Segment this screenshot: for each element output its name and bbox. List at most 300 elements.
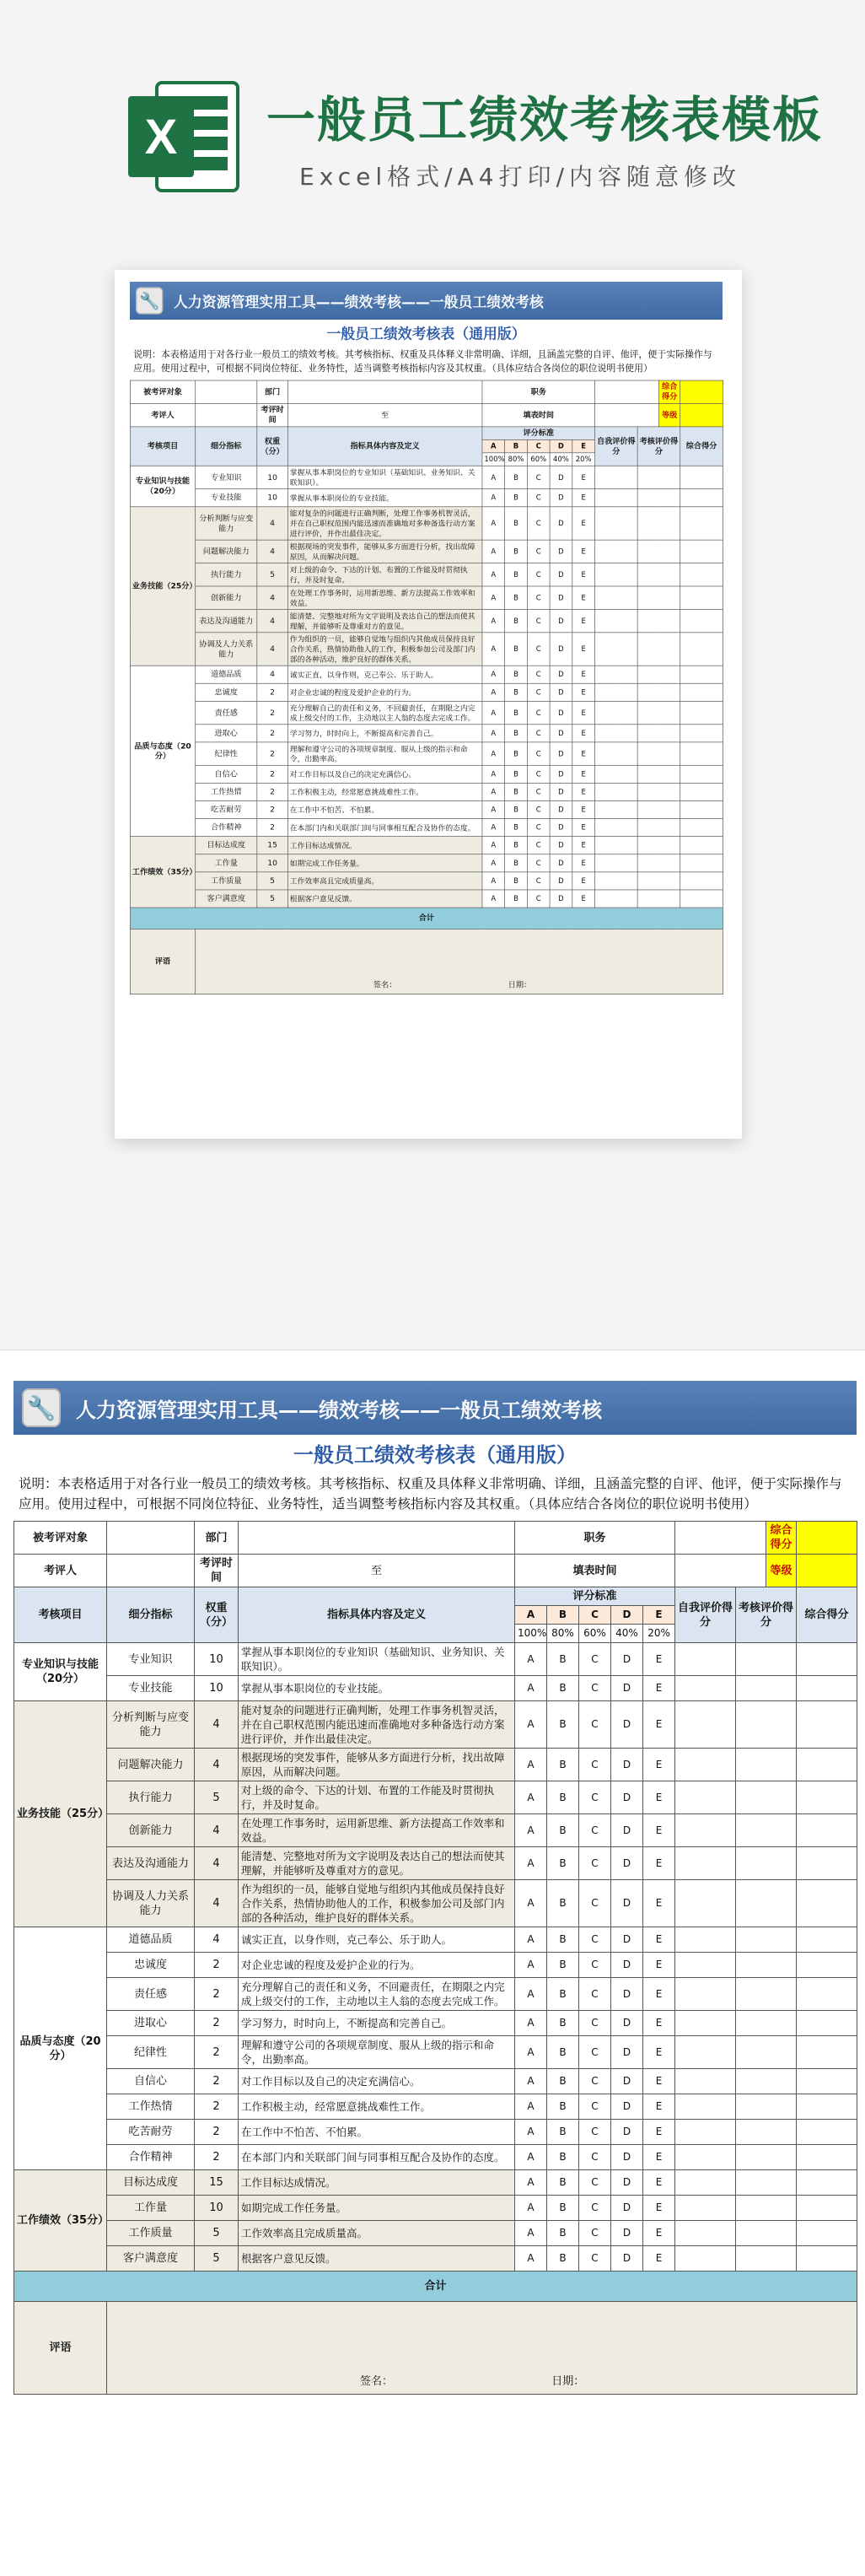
grade-option-C[interactable]: C	[527, 725, 550, 742]
grade-option-C[interactable]: C	[579, 1847, 611, 1880]
eval-score-cell[interactable]	[637, 507, 680, 540]
grade-option-A[interactable]: A	[515, 2246, 547, 2272]
eval-score-cell[interactable]	[736, 2036, 797, 2069]
grade-option-B[interactable]: B	[505, 837, 528, 854]
grade-option-C[interactable]: C	[579, 2145, 611, 2170]
eval-score-cell[interactable]	[637, 563, 680, 586]
grade-option-D[interactable]: D	[550, 563, 572, 586]
grade-option-A[interactable]: A	[515, 1781, 547, 1814]
grade-option-D[interactable]: D	[611, 1701, 643, 1749]
eval-score-cell[interactable]	[736, 1781, 797, 1814]
grade-option-C[interactable]: C	[579, 1953, 611, 1978]
grade-option-D[interactable]: D	[550, 742, 572, 765]
grade-option-A[interactable]: A	[482, 890, 505, 908]
grade-option-E[interactable]: E	[643, 1927, 675, 1953]
eval-score-cell[interactable]	[637, 742, 680, 765]
self-score-cell[interactable]	[595, 683, 638, 701]
self-score-cell[interactable]	[675, 1880, 736, 1927]
grade-option-E[interactable]: E	[643, 2246, 675, 2272]
combined-score-cell[interactable]	[680, 872, 723, 890]
self-score-cell[interactable]	[675, 2145, 736, 2170]
grade-option-C[interactable]: C	[579, 2069, 611, 2094]
grade-option-E[interactable]: E	[572, 819, 595, 837]
grade-option-E[interactable]: E	[572, 466, 595, 488]
eval-score-cell[interactable]	[637, 466, 680, 488]
self-score-cell[interactable]	[675, 2094, 736, 2120]
grade-option-A[interactable]: A	[515, 1814, 547, 1847]
grade-option-A[interactable]: A	[482, 633, 505, 666]
grade-option-D[interactable]: D	[550, 701, 572, 724]
grade-option-A[interactable]: A	[482, 783, 505, 800]
grade-option-B[interactable]: B	[505, 683, 528, 701]
grade-option-E[interactable]: E	[572, 489, 595, 507]
combined-score-cell[interactable]	[680, 563, 723, 586]
eval-score-cell[interactable]	[736, 2145, 797, 2170]
combined-score-cell[interactable]	[797, 1927, 857, 1953]
self-score-cell[interactable]	[675, 2196, 736, 2221]
grade-option-A[interactable]: A	[515, 2221, 547, 2246]
eval-score-cell[interactable]	[736, 2120, 797, 2145]
grade-option-E[interactable]: E	[572, 783, 595, 800]
grade-option-E[interactable]: E	[572, 666, 595, 683]
eval-score-cell[interactable]	[736, 2246, 797, 2272]
grade-option-D[interactable]: D	[611, 1978, 643, 2011]
self-score-cell[interactable]	[595, 633, 638, 666]
combined-score-cell[interactable]	[680, 683, 723, 701]
grade-option-A[interactable]: A	[515, 2011, 547, 2036]
grade-option-D[interactable]: D	[550, 890, 572, 908]
combined-score-cell[interactable]	[680, 765, 723, 783]
eval-score-cell[interactable]	[736, 1814, 797, 1847]
self-score-cell[interactable]	[675, 1643, 736, 1676]
grade-option-B[interactable]: B	[547, 2246, 579, 2272]
grade-option-E[interactable]: E	[572, 701, 595, 724]
grade-option-C[interactable]: C	[579, 2036, 611, 2069]
grade-option-D[interactable]: D	[550, 466, 572, 488]
grade-option-B[interactable]: B	[547, 2036, 579, 2069]
grade-option-E[interactable]: E	[643, 1953, 675, 1978]
grade-option-E[interactable]: E	[643, 2196, 675, 2221]
self-score-cell[interactable]	[675, 1927, 736, 1953]
combined-score-cell[interactable]	[797, 2120, 857, 2145]
grade-option-A[interactable]: A	[482, 837, 505, 854]
self-score-cell[interactable]	[595, 609, 638, 632]
grade-option-A[interactable]: A	[482, 586, 505, 609]
grade-option-B[interactable]: B	[505, 563, 528, 586]
combined-score-cell[interactable]	[680, 742, 723, 765]
grade-option-D[interactable]: D	[611, 2094, 643, 2120]
combined-score-cell[interactable]	[680, 701, 723, 724]
grade-option-B[interactable]: B	[505, 890, 528, 908]
combined-score-cell[interactable]	[797, 1701, 857, 1749]
grade-option-E[interactable]: E	[572, 609, 595, 632]
grade-option-C[interactable]: C	[579, 1643, 611, 1676]
grade-option-B[interactable]: B	[547, 1643, 579, 1676]
self-score-cell[interactable]	[595, 725, 638, 742]
grade-option-B[interactable]: B	[505, 586, 528, 609]
grade-option-B[interactable]: B	[505, 540, 528, 563]
grade-option-E[interactable]: E	[643, 1847, 675, 1880]
grade-option-B[interactable]: B	[505, 765, 528, 783]
grade-option-B[interactable]: B	[547, 1953, 579, 1978]
grade-option-E[interactable]: E	[572, 586, 595, 609]
grade-option-D[interactable]: D	[550, 683, 572, 701]
eval-score-cell[interactable]	[736, 1880, 797, 1927]
eval-score-cell[interactable]	[736, 1749, 797, 1781]
self-score-cell[interactable]	[675, 1847, 736, 1880]
grade-option-C[interactable]: C	[527, 683, 550, 701]
grade-option-B[interactable]: B	[547, 2094, 579, 2120]
combined-score-cell[interactable]	[797, 2011, 857, 2036]
self-score-cell[interactable]	[595, 800, 638, 818]
self-score-cell[interactable]	[595, 783, 638, 800]
grade-option-A[interactable]: A	[515, 2036, 547, 2069]
grade-option-C[interactable]: C	[579, 2011, 611, 2036]
grade-option-A[interactable]: A	[515, 2120, 547, 2145]
grade-option-E[interactable]: E	[572, 854, 595, 872]
level-value[interactable]	[797, 1555, 857, 1587]
position-value[interactable]	[595, 380, 659, 403]
grade-option-E[interactable]: E	[643, 2221, 675, 2246]
grade-option-A[interactable]: A	[515, 1847, 547, 1880]
eval-score-cell[interactable]	[736, 2170, 797, 2196]
combined-score-cell[interactable]	[797, 1814, 857, 1847]
combined-score-cell[interactable]	[680, 586, 723, 609]
eval-score-cell[interactable]	[637, 854, 680, 872]
eval-score-cell[interactable]	[637, 666, 680, 683]
grade-option-D[interactable]: D	[611, 1781, 643, 1814]
eval-score-cell[interactable]	[637, 765, 680, 783]
grade-option-E[interactable]: E	[643, 2036, 675, 2069]
grade-option-D[interactable]: D	[550, 783, 572, 800]
grade-option-A[interactable]: A	[515, 1953, 547, 1978]
combined-score-cell[interactable]	[797, 2221, 857, 2246]
grade-option-A[interactable]: A	[482, 854, 505, 872]
grade-option-C[interactable]: C	[579, 2170, 611, 2196]
grade-option-B[interactable]: B	[547, 1880, 579, 1927]
combined-score-cell[interactable]	[797, 2246, 857, 2272]
grade-option-D[interactable]: D	[611, 2221, 643, 2246]
evaluator-value[interactable]	[196, 403, 257, 426]
eval-score-cell[interactable]	[637, 701, 680, 724]
grade-option-C[interactable]: C	[527, 854, 550, 872]
grade-option-D[interactable]: D	[611, 1676, 643, 1701]
grade-option-A[interactable]: A	[482, 765, 505, 783]
grade-option-D[interactable]: D	[550, 854, 572, 872]
grade-option-B[interactable]: B	[547, 2170, 579, 2196]
grade-option-A[interactable]: A	[482, 701, 505, 724]
grade-option-C[interactable]: C	[579, 1927, 611, 1953]
grade-option-C[interactable]: C	[527, 666, 550, 683]
grade-option-D[interactable]: D	[550, 540, 572, 563]
grade-option-A[interactable]: A	[482, 800, 505, 818]
grade-option-E[interactable]: E	[643, 1814, 675, 1847]
grade-option-E[interactable]: E	[572, 725, 595, 742]
grade-option-A[interactable]: A	[482, 466, 505, 488]
self-score-cell[interactable]	[675, 2246, 736, 2272]
grade-option-C[interactable]: C	[527, 466, 550, 488]
combined-score-cell[interactable]	[797, 2170, 857, 2196]
grade-option-A[interactable]: A	[482, 507, 505, 540]
self-score-cell[interactable]	[675, 1676, 736, 1701]
self-score-cell[interactable]	[595, 666, 638, 683]
dept-value[interactable]	[239, 1522, 515, 1555]
grade-option-E[interactable]: E	[572, 507, 595, 540]
eval-score-cell[interactable]	[637, 683, 680, 701]
grade-option-B[interactable]: B	[505, 819, 528, 837]
grade-option-B[interactable]: B	[547, 1749, 579, 1781]
grade-option-D[interactable]: D	[550, 507, 572, 540]
eval-score-cell[interactable]	[637, 609, 680, 632]
combined-score-cell[interactable]	[797, 2069, 857, 2094]
grade-option-C[interactable]: C	[579, 2094, 611, 2120]
grade-option-E[interactable]: E	[643, 1880, 675, 1927]
grade-option-B[interactable]: B	[547, 1781, 579, 1814]
grade-option-E[interactable]: E	[643, 1978, 675, 2011]
self-score-cell[interactable]	[595, 489, 638, 507]
combined-score-cell[interactable]	[680, 633, 723, 666]
self-score-cell[interactable]	[675, 1814, 736, 1847]
grade-option-B[interactable]: B	[505, 854, 528, 872]
self-score-cell[interactable]	[595, 563, 638, 586]
person-value[interactable]	[196, 380, 257, 403]
combined-score-cell[interactable]	[797, 2094, 857, 2120]
comment-area[interactable]	[107, 2302, 857, 2395]
grade-option-A[interactable]: A	[515, 1701, 547, 1749]
grade-option-C[interactable]: C	[579, 1880, 611, 1927]
grade-option-E[interactable]: E	[572, 837, 595, 854]
grade-option-D[interactable]: D	[611, 2145, 643, 2170]
self-score-cell[interactable]	[595, 507, 638, 540]
self-score-cell[interactable]	[675, 2120, 736, 2145]
grade-option-B[interactable]: B	[547, 1701, 579, 1749]
grade-option-D[interactable]: D	[550, 725, 572, 742]
grade-option-E[interactable]: E	[572, 872, 595, 890]
grade-option-B[interactable]: B	[505, 725, 528, 742]
self-score-cell[interactable]	[675, 1701, 736, 1749]
combined-score-cell[interactable]	[797, 1676, 857, 1701]
self-score-cell[interactable]	[595, 540, 638, 563]
grade-option-C[interactable]: C	[579, 1749, 611, 1781]
eval-score-cell[interactable]	[637, 800, 680, 818]
grade-option-A[interactable]: A	[515, 2069, 547, 2094]
eval-score-cell[interactable]	[736, 1978, 797, 2011]
eval-score-cell[interactable]	[736, 1927, 797, 1953]
grade-option-E[interactable]: E	[643, 1749, 675, 1781]
grade-option-C[interactable]: C	[527, 586, 550, 609]
grade-option-D[interactable]: D	[550, 819, 572, 837]
grade-option-B[interactable]: B	[505, 609, 528, 632]
combined-score-cell[interactable]	[680, 609, 723, 632]
grade-option-B[interactable]: B	[505, 701, 528, 724]
combined-score-cell[interactable]	[797, 2145, 857, 2170]
grade-option-B[interactable]: B	[547, 1847, 579, 1880]
grade-option-E[interactable]: E	[643, 2069, 675, 2094]
grade-option-C[interactable]: C	[527, 783, 550, 800]
eval-score-cell[interactable]	[736, 1701, 797, 1749]
combined-score-cell[interactable]	[680, 725, 723, 742]
self-score-cell[interactable]	[595, 837, 638, 854]
grade-option-B[interactable]: B	[547, 2221, 579, 2246]
comment-area[interactable]	[196, 929, 723, 994]
grade-option-B[interactable]: B	[505, 489, 528, 507]
grade-option-A[interactable]: A	[482, 725, 505, 742]
self-score-cell[interactable]	[595, 872, 638, 890]
total-score-value[interactable]	[797, 1522, 857, 1555]
grade-option-B[interactable]: B	[547, 2069, 579, 2094]
grade-option-A[interactable]: A	[482, 563, 505, 586]
grade-option-E[interactable]: E	[572, 683, 595, 701]
grade-option-C[interactable]: C	[527, 837, 550, 854]
self-score-cell[interactable]	[675, 2221, 736, 2246]
grade-option-D[interactable]: D	[611, 2196, 643, 2221]
grade-option-A[interactable]: A	[515, 1749, 547, 1781]
eval-score-cell[interactable]	[736, 2221, 797, 2246]
grade-option-B[interactable]: B	[505, 666, 528, 683]
eval-score-cell[interactable]	[736, 2011, 797, 2036]
grade-option-D[interactable]: D	[550, 872, 572, 890]
period-to[interactable]: 至	[287, 403, 482, 426]
grade-option-C[interactable]: C	[527, 540, 550, 563]
combined-score-cell[interactable]	[680, 466, 723, 488]
combined-score-cell[interactable]	[797, 1749, 857, 1781]
grade-option-E[interactable]: E	[572, 742, 595, 765]
grade-option-C[interactable]: C	[527, 890, 550, 908]
combined-score-cell[interactable]	[797, 2036, 857, 2069]
grade-option-A[interactable]: A	[515, 1880, 547, 1927]
eval-score-cell[interactable]	[736, 2196, 797, 2221]
grade-option-D[interactable]: D	[550, 765, 572, 783]
period-to[interactable]: 至	[239, 1555, 515, 1587]
grade-option-D[interactable]: D	[611, 1643, 643, 1676]
self-score-cell[interactable]	[595, 854, 638, 872]
combined-score-cell[interactable]	[680, 783, 723, 800]
grade-option-C[interactable]: C	[579, 1676, 611, 1701]
grade-option-C[interactable]: C	[579, 2246, 611, 2272]
combined-score-cell[interactable]	[680, 837, 723, 854]
self-score-cell[interactable]	[595, 819, 638, 837]
grade-option-C[interactable]: C	[527, 609, 550, 632]
combined-score-cell[interactable]	[797, 1978, 857, 2011]
grade-option-A[interactable]: A	[482, 489, 505, 507]
combined-score-cell[interactable]	[680, 819, 723, 837]
person-value[interactable]	[107, 1522, 195, 1555]
eval-score-cell[interactable]	[637, 725, 680, 742]
grade-option-A[interactable]: A	[515, 1643, 547, 1676]
grade-option-D[interactable]: D	[611, 1880, 643, 1927]
grade-option-C[interactable]: C	[527, 489, 550, 507]
combined-score-cell[interactable]	[797, 1847, 857, 1880]
grade-option-E[interactable]: E	[572, 563, 595, 586]
grade-option-E[interactable]: E	[643, 2094, 675, 2120]
combined-score-cell[interactable]	[680, 666, 723, 683]
grade-option-B[interactable]: B	[547, 1814, 579, 1847]
grade-option-D[interactable]: D	[611, 2011, 643, 2036]
grade-option-C[interactable]: C	[579, 2120, 611, 2145]
grade-option-C[interactable]: C	[527, 819, 550, 837]
grade-option-D[interactable]: D	[550, 837, 572, 854]
eval-score-cell[interactable]	[637, 586, 680, 609]
grade-option-A[interactable]: A	[482, 609, 505, 632]
combined-score-cell[interactable]	[797, 2196, 857, 2221]
eval-score-cell[interactable]	[637, 819, 680, 837]
combined-score-cell[interactable]	[680, 800, 723, 818]
combined-score-cell[interactable]	[680, 507, 723, 540]
grade-option-A[interactable]: A	[515, 2094, 547, 2120]
self-score-cell[interactable]	[595, 890, 638, 908]
grade-option-E[interactable]: E	[572, 890, 595, 908]
grade-option-D[interactable]: D	[611, 1847, 643, 1880]
grade-option-E[interactable]: E	[572, 540, 595, 563]
eval-score-cell[interactable]	[736, 1953, 797, 1978]
eval-score-cell[interactable]	[637, 540, 680, 563]
grade-option-D[interactable]: D	[550, 489, 572, 507]
dept-value[interactable]	[287, 380, 482, 403]
grade-option-A[interactable]: A	[515, 2145, 547, 2170]
fill-time-value[interactable]	[675, 1555, 766, 1587]
grade-option-B[interactable]: B	[505, 872, 528, 890]
grade-option-B[interactable]: B	[547, 2120, 579, 2145]
position-value[interactable]	[675, 1522, 766, 1555]
eval-score-cell[interactable]	[736, 1676, 797, 1701]
grade-option-A[interactable]: A	[515, 2196, 547, 2221]
eval-score-cell[interactable]	[736, 2069, 797, 2094]
grade-option-A[interactable]: A	[482, 683, 505, 701]
self-score-cell[interactable]	[595, 765, 638, 783]
grade-option-C[interactable]: C	[527, 765, 550, 783]
grade-option-D[interactable]: D	[611, 2036, 643, 2069]
grade-option-E[interactable]: E	[643, 2170, 675, 2196]
grade-option-E[interactable]: E	[572, 633, 595, 666]
grade-option-D[interactable]: D	[550, 800, 572, 818]
self-score-cell[interactable]	[675, 2011, 736, 2036]
evaluator-value[interactable]	[107, 1555, 195, 1587]
grade-option-A[interactable]: A	[515, 1978, 547, 2011]
grade-option-D[interactable]: D	[611, 1814, 643, 1847]
grade-option-A[interactable]: A	[482, 819, 505, 837]
combined-score-cell[interactable]	[680, 540, 723, 563]
eval-score-cell[interactable]	[736, 2094, 797, 2120]
grade-option-B[interactable]: B	[505, 783, 528, 800]
combined-score-cell[interactable]	[680, 890, 723, 908]
grade-option-D[interactable]: D	[550, 609, 572, 632]
grade-option-D[interactable]: D	[550, 586, 572, 609]
grade-option-B[interactable]: B	[505, 633, 528, 666]
self-score-cell[interactable]	[675, 1781, 736, 1814]
grade-option-B[interactable]: B	[547, 1927, 579, 1953]
grade-option-C[interactable]: C	[527, 701, 550, 724]
grade-option-D[interactable]: D	[611, 2120, 643, 2145]
eval-score-cell[interactable]	[637, 837, 680, 854]
grade-option-D[interactable]: D	[611, 2246, 643, 2272]
self-score-cell[interactable]	[675, 1978, 736, 2011]
grade-option-A[interactable]: A	[482, 666, 505, 683]
eval-score-cell[interactable]	[637, 633, 680, 666]
grade-option-C[interactable]: C	[579, 1781, 611, 1814]
combined-score-cell[interactable]	[680, 489, 723, 507]
grade-option-C[interactable]: C	[527, 633, 550, 666]
combined-score-cell[interactable]	[797, 1880, 857, 1927]
grade-option-B[interactable]: B	[547, 2145, 579, 2170]
grade-option-E[interactable]: E	[643, 1781, 675, 1814]
grade-option-B[interactable]: B	[505, 507, 528, 540]
combined-score-cell[interactable]	[797, 1643, 857, 1676]
grade-option-D[interactable]: D	[550, 666, 572, 683]
eval-score-cell[interactable]	[637, 872, 680, 890]
grade-option-B[interactable]: B	[547, 1676, 579, 1701]
grade-option-C[interactable]: C	[527, 507, 550, 540]
grade-option-C[interactable]: C	[579, 2196, 611, 2221]
